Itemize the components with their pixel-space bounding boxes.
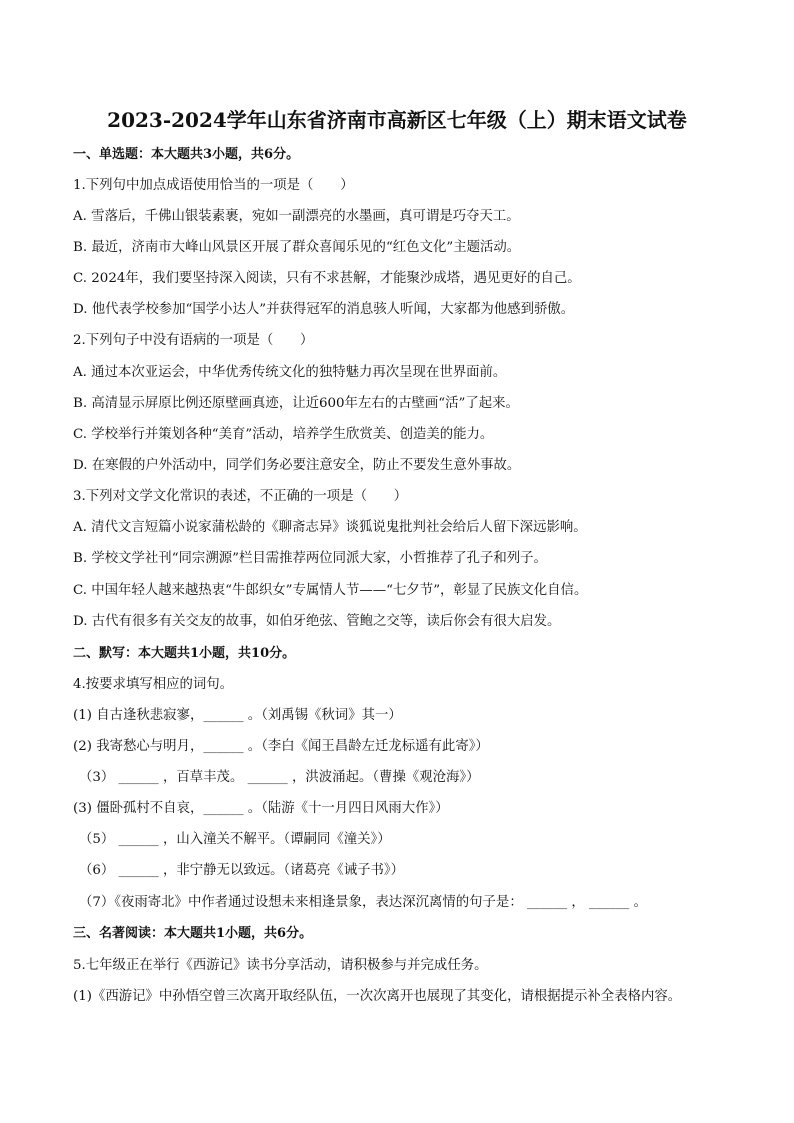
question-1-stem: 1.下列句中加点成语使用恰当的一项是（ ） (73, 178, 354, 193)
question-4-item-3: （3） ______ ，百草丰茂。 ______ ，洪波涌起。（曹操《观沧海》） (79, 770, 480, 785)
question-4-stem: 4.按要求填写相应的词句。 (73, 677, 234, 692)
question-4-item-1: (1) 自古逢秋悲寂寥，______ 。（刘禹锡《秋词》其一） (73, 708, 402, 723)
question-2-option-a: A. 通过本次亚运会，中华优秀传统文化的独特魅力再次呈现在世界面前。 (73, 365, 507, 380)
question-1-option-a: A. 雪落后，千佛山银装素裹，宛如一副漂亮的水墨画，真可谓是巧夺天工。 (73, 209, 520, 224)
section-heading-single-choice: 一、单选题：本大题共3小题，共6分。 (73, 147, 300, 162)
question-1-option-c: C. 2024年，我们要坚持深入阅读，只有不求甚解，才能聚沙成塔，遇见更好的自己。 (73, 271, 581, 286)
question-1-option-d: D. 他代表学校参加“国学小达人”并获得冠军的消息骇人听闻，大家都为他感到骄傲。 (73, 302, 575, 317)
question-1-option-b: B. 最近，济南市大峰山风景区开展了群众喜闻乐见的“红色文化”主题活动。 (73, 240, 521, 255)
question-4-item-7: （7）《夜雨寄北》中作者通过设想未来相逢景象，表达深沉离情的句子是： ______ ， ______ 。 (79, 895, 647, 910)
exam-title: 2023-2024学年山东省济南市高新区七年级（上）期末语文试卷 (107, 108, 687, 132)
section-heading-classic-reading: 三、名著阅读：本大题共1小题，共6分。 (73, 926, 313, 941)
section-heading-dictation: 二、默写：本大题共1小题，共10分。 (73, 646, 296, 661)
question-2-stem: 2.下列句子中没有语病的一项是（ ） (73, 333, 314, 348)
question-2-option-b: B. 高清显示屏原比例还原壁画真迹，让近600年左右的古壁画“活”了起来。 (73, 396, 519, 411)
question-3-option-b: B. 学校文学社刊“同宗溯源”栏目需推荐两位同派大家，小哲推荐了孔子和列子。 (73, 551, 547, 566)
question-4-item-6: （6） ______ ，非宁静无以致远。（诸葛亮《诫子书》） (79, 863, 405, 878)
question-3-option-a: A. 清代文言短篇小说家蒲松龄的《聊斋志异》谈狐说鬼批判社会给后人留下深远影响。 (73, 520, 587, 535)
question-3-option-c: C. 中国年轻人越来越热衷“牛郎织女”专属情人节——“七夕节”，彰显了民族文化自信。 (73, 583, 588, 598)
question-4-item-4: (3) 僵卧孤村不自哀，______ 。（陆游《十一月四日风雨大作》） (73, 801, 449, 816)
question-4-item-5: （5） ______ ，山入潼关不解平。（谭嗣同《潼关》） (79, 832, 391, 847)
question-5-stem: 5.七年级正在举行《西游记》读书分享活动，请积极参与并完成任务。 (73, 958, 488, 973)
question-4-item-2: (2) 我寄愁心与明月，______ 。（李白《闻王昌龄左迁龙标遥有此寄》） (73, 739, 489, 754)
question-3-option-d: D. 古代有很多有关交友的故事，如伯牙绝弦、管鲍之交等，读后你会有很大启发。 (73, 614, 561, 629)
question-2-option-c: C. 学校举行并策划各种“美育”活动，培养学生欣赏美、创造美的能力。 (73, 427, 494, 442)
question-3-stem: 3.下列对文学文化常识的表述，不正确的一项是（ ） (73, 489, 408, 504)
question-5-sub-1: (1)《西游记》中孙悟空曾三次离开取经队伍，一次次离开也展现了其变化，请根据提示补全表格内容。 (73, 989, 682, 1004)
question-2-option-d: D. 在寒假的户外活动中，同学们务必要注意安全，防止不要发生意外事故。 (73, 458, 521, 473)
